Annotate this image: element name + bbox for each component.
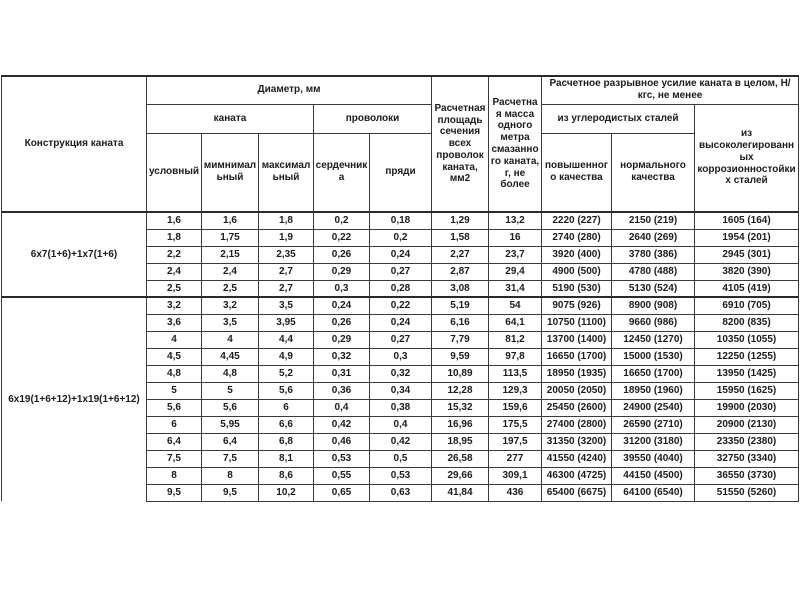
table-cell: 3,95	[259, 314, 314, 331]
table-cell: 0,63	[370, 484, 432, 501]
table-cell: 6,4	[147, 433, 202, 450]
table-cell: 10,2	[259, 484, 314, 501]
table-cell: 129,3	[489, 382, 542, 399]
table-cell: 3,2	[202, 297, 259, 314]
col-header-conditional: условный	[147, 133, 202, 212]
table-cell: 1,8	[147, 229, 202, 246]
mass-header: Расчетная масса одного метра смазанного каната, г, не более	[489, 76, 542, 212]
table-cell: 6910 (705)	[695, 297, 799, 314]
table-cell: 4,8	[202, 365, 259, 382]
table-cell: 1,75	[202, 229, 259, 246]
table-cell: 6	[259, 399, 314, 416]
table-cell: 4	[147, 331, 202, 348]
table-cell: 10750 (1100)	[542, 314, 612, 331]
table-cell: 26590 (2710)	[612, 416, 695, 433]
table-body	[2, 212, 799, 501]
table-cell: 0,65	[314, 484, 370, 501]
table-cell: 2,7	[259, 263, 314, 280]
table-cell: 44150 (4500)	[612, 467, 695, 484]
table-cell: 5,6	[202, 399, 259, 416]
table-cell: 24900 (2540)	[612, 399, 695, 416]
table-cell: 309,1	[489, 467, 542, 484]
table-cell: 6	[147, 416, 202, 433]
table-cell: 0,3	[314, 280, 370, 297]
table-cell: 6,8	[259, 433, 314, 450]
table-cell: 0,4	[370, 416, 432, 433]
table-cell: 12250 (1255)	[695, 348, 799, 365]
table-cell: 16650 (1700)	[612, 365, 695, 382]
table-cell: 1954 (201)	[695, 229, 799, 246]
table-cell: 0,34	[370, 382, 432, 399]
table-cell: 4780 (488)	[612, 263, 695, 280]
table-cell: 8900 (908)	[612, 297, 695, 314]
table-cell: 25450 (2600)	[542, 399, 612, 416]
table-cell: 0,27	[370, 331, 432, 348]
table-cell: 175,5	[489, 416, 542, 433]
table-cell: 27400 (2800)	[542, 416, 612, 433]
table-cell: 436	[489, 484, 542, 501]
table-cell: 0,27	[370, 263, 432, 280]
table-row	[2, 212, 799, 229]
col-header-minimal: мимнимальный	[202, 133, 259, 212]
table-cell: 1,6	[147, 212, 202, 229]
table-cell: 0,29	[314, 331, 370, 348]
table-cell: 159,6	[489, 399, 542, 416]
table-cell: 3820 (390)	[695, 263, 799, 280]
table-cell: 65400 (6675)	[542, 484, 612, 501]
table-cell: 1,6	[202, 212, 259, 229]
table-cell: 31350 (3200)	[542, 433, 612, 450]
table-cell: 3,08	[432, 280, 489, 297]
table-cell: 2945 (301)	[695, 246, 799, 263]
table-cell: 26,58	[432, 450, 489, 467]
table-cell: 29,4	[489, 263, 542, 280]
table-cell: 2,2	[147, 246, 202, 263]
table-cell: 0,32	[370, 365, 432, 382]
table-cell: 9075 (926)	[542, 297, 612, 314]
table-cell: 15950 (1625)	[695, 382, 799, 399]
table-cell: 13,2	[489, 212, 542, 229]
table-cell: 0,29	[314, 263, 370, 280]
table-cell: 0,38	[370, 399, 432, 416]
table-cell: 4,4	[259, 331, 314, 348]
table-cell: 0,42	[370, 433, 432, 450]
table-cell: 15000 (1530)	[612, 348, 695, 365]
table-cell: 2,27	[432, 246, 489, 263]
table-cell: 0,42	[314, 416, 370, 433]
table-cell: 19900 (2030)	[695, 399, 799, 416]
table-cell: 0,22	[314, 229, 370, 246]
rope-subheader: каната	[147, 104, 314, 133]
table-cell: 0,32	[314, 348, 370, 365]
construction-cell: 6x19(1+6+12)+1x19(1+6+12)	[2, 297, 147, 501]
col-header-high-quality: повышенного качества	[542, 133, 612, 212]
table-cell: 12,28	[432, 382, 489, 399]
table-cell: 0,18	[370, 212, 432, 229]
table-cell: 64100 (6540)	[612, 484, 695, 501]
table-cell: 20050 (2050)	[542, 382, 612, 399]
table-cell: 4,9	[259, 348, 314, 365]
table-cell: 4,45	[202, 348, 259, 365]
table-cell: 2,15	[202, 246, 259, 263]
table-cell: 5	[202, 382, 259, 399]
table-cell: 0,24	[370, 246, 432, 263]
table-cell: 5130 (524)	[612, 280, 695, 297]
table-cell: 0,53	[314, 450, 370, 467]
table-cell: 4105 (419)	[695, 280, 799, 297]
table-cell: 5,6	[259, 382, 314, 399]
col-header-normal-quality: нормального качества	[612, 133, 695, 212]
table-cell: 13700 (1400)	[542, 331, 612, 348]
table-cell: 10350 (1055)	[695, 331, 799, 348]
table-cell: 1605 (164)	[695, 212, 799, 229]
col-header-strand: пряди	[370, 133, 432, 212]
table-cell: 97,8	[489, 348, 542, 365]
table-cell: 8,6	[259, 467, 314, 484]
table-cell: 18950 (1935)	[542, 365, 612, 382]
table-cell: 2,5	[147, 280, 202, 297]
alloy-steel-header: из высоколегированных коррозионностойких сталей	[695, 104, 799, 212]
table-cell: 0,28	[370, 280, 432, 297]
table-cell: 0,3	[370, 348, 432, 365]
table-cell: 7,79	[432, 331, 489, 348]
table-cell: 9,5	[147, 484, 202, 501]
table-cell: 113,5	[489, 365, 542, 382]
table-cell: 31200 (3180)	[612, 433, 695, 450]
table-cell: 0,22	[370, 297, 432, 314]
table-cell: 2,87	[432, 263, 489, 280]
table-cell: 3,5	[202, 314, 259, 331]
table-cell: 31,4	[489, 280, 542, 297]
table-cell: 54	[489, 297, 542, 314]
table-cell: 4,8	[147, 365, 202, 382]
table-cell: 2,5	[202, 280, 259, 297]
table-cell: 81,2	[489, 331, 542, 348]
table-cell: 41550 (4240)	[542, 450, 612, 467]
wire-subheader: проволоки	[314, 104, 432, 133]
table-cell: 0,55	[314, 467, 370, 484]
table-cell: 0,2	[370, 229, 432, 246]
table-cell: 0,31	[314, 365, 370, 382]
table-cell: 0,26	[314, 246, 370, 263]
col-header-maximal: максимальный	[259, 133, 314, 212]
table-cell: 2220 (227)	[542, 212, 612, 229]
table-cell: 9660 (986)	[612, 314, 695, 331]
table-cell: 16650 (1700)	[542, 348, 612, 365]
table-cell: 6,6	[259, 416, 314, 433]
table-cell: 1,9	[259, 229, 314, 246]
table-cell: 9,5	[202, 484, 259, 501]
table-cell: 12450 (1270)	[612, 331, 695, 348]
table-cell: 0,36	[314, 382, 370, 399]
table-cell: 2740 (280)	[542, 229, 612, 246]
table-cell: 1,58	[432, 229, 489, 246]
breaking-force-header: Расчетное разрывное усилие каната в целом, Н/кгс, не менее	[542, 76, 799, 104]
table-cell: 0,46	[314, 433, 370, 450]
table-cell: 64,1	[489, 314, 542, 331]
table-cell: 32750 (3340)	[695, 450, 799, 467]
table-cell: 277	[489, 450, 542, 467]
table-cell: 41,84	[432, 484, 489, 501]
table-cell: 8	[147, 467, 202, 484]
table-cell: 2,4	[202, 263, 259, 280]
table-cell: 3,2	[147, 297, 202, 314]
table-cell: 2150 (219)	[612, 212, 695, 229]
table-cell: 5	[147, 382, 202, 399]
table-cell: 5,2	[259, 365, 314, 382]
table-cell: 3920 (400)	[542, 246, 612, 263]
table-cell: 15,32	[432, 399, 489, 416]
diameter-header: Диаметр, мм	[147, 76, 432, 104]
table-cell: 16,96	[432, 416, 489, 433]
table-cell: 8200 (835)	[695, 314, 799, 331]
table-cell: 4,5	[147, 348, 202, 365]
table-cell: 0,53	[370, 467, 432, 484]
table-cell: 5190 (530)	[542, 280, 612, 297]
table-cell: 10,89	[432, 365, 489, 382]
table-cell: 18,95	[432, 433, 489, 450]
table-cell: 0,2	[314, 212, 370, 229]
area-header: Расчетная площадь сечения всех проволок каната, мм2	[432, 76, 489, 212]
rope-spec-table	[1, 75, 799, 502]
table-cell: 5,6	[147, 399, 202, 416]
col-header-core: сердечника	[314, 133, 370, 212]
table-cell: 39550 (4040)	[612, 450, 695, 467]
table-cell: 20900 (2130)	[695, 416, 799, 433]
table-cell: 3,6	[147, 314, 202, 331]
table-cell: 23350 (2380)	[695, 433, 799, 450]
table-cell: 2,35	[259, 246, 314, 263]
table-cell: 36550 (3730)	[695, 467, 799, 484]
table-cell: 4	[202, 331, 259, 348]
table-cell: 7,5	[202, 450, 259, 467]
table-cell: 16	[489, 229, 542, 246]
table-cell: 18950 (1960)	[612, 382, 695, 399]
table-cell: 3,5	[259, 297, 314, 314]
table-cell: 46300 (4725)	[542, 467, 612, 484]
table-cell: 0,5	[370, 450, 432, 467]
construction-cell: 6x7(1+6)+1x7(1+6)	[2, 212, 147, 297]
table-cell: 6,4	[202, 433, 259, 450]
table-cell: 8	[202, 467, 259, 484]
table-cell: 29,66	[432, 467, 489, 484]
table-row	[2, 297, 799, 314]
table-cell: 51550 (5260)	[695, 484, 799, 501]
table-cell: 0,26	[314, 314, 370, 331]
construction-header: Конструкция каната	[2, 76, 147, 212]
table-cell: 4900 (500)	[542, 263, 612, 280]
table-cell: 13950 (1425)	[695, 365, 799, 382]
table-cell: 8,1	[259, 450, 314, 467]
table-cell: 5,19	[432, 297, 489, 314]
table-cell: 3780 (386)	[612, 246, 695, 263]
table-cell: 1,8	[259, 212, 314, 229]
table-cell: 2,7	[259, 280, 314, 297]
table-cell: 2640 (269)	[612, 229, 695, 246]
carbon-steel-header: из углеродистых сталей	[542, 104, 695, 133]
table-cell: 23,7	[489, 246, 542, 263]
table-cell: 197,5	[489, 433, 542, 450]
table-cell: 7,5	[147, 450, 202, 467]
table-cell: 0,24	[314, 297, 370, 314]
table-cell: 9,59	[432, 348, 489, 365]
table-cell: 6,16	[432, 314, 489, 331]
table-cell: 5,95	[202, 416, 259, 433]
table-cell: 0,4	[314, 399, 370, 416]
table-cell: 1,29	[432, 212, 489, 229]
table-cell: 2,4	[147, 263, 202, 280]
table-cell: 0,24	[370, 314, 432, 331]
